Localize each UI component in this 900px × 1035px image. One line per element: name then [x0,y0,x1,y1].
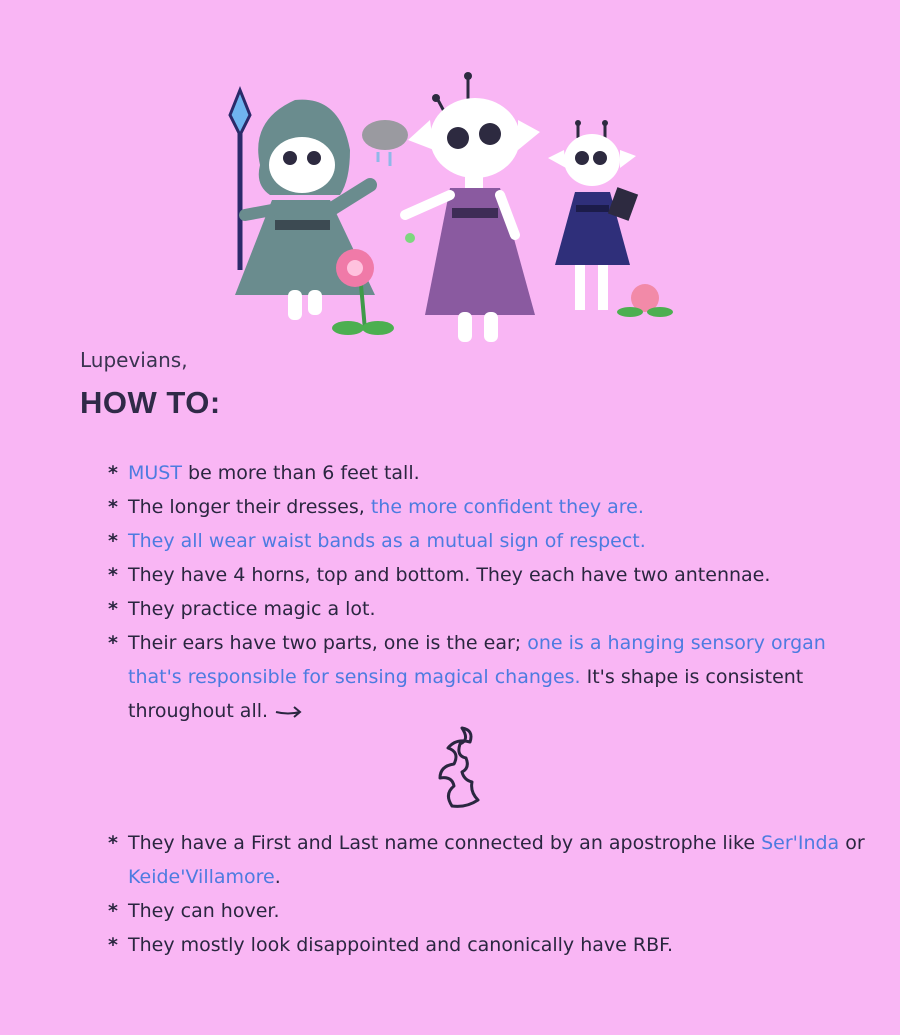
rule-highlight: one is a hanging sensory organ that's responsible for sensing magical changes. [128,632,826,688]
list-item [108,894,868,928]
asterisk-icon: * [108,598,118,620]
subtitle: Lupevians, [80,348,188,372]
list-item [108,626,868,728]
rule-text: Their ears have two parts, one is the ear; [128,632,528,654]
name-example: Keide'Villamore [128,866,275,888]
asterisk-icon: * [108,934,118,956]
rule-text: They can hover. [128,900,280,922]
list-item [108,928,868,962]
list-item [108,524,868,558]
ear-sensory-organ-shape-icon [426,724,486,814]
tall-purple-dress-character [405,72,540,342]
rule-text: The longer their dresses, [128,496,371,518]
rule-text: They have 4 horns, top and bottom. They each have two antennae. [128,564,771,586]
list-item [108,456,868,490]
asterisk-icon: * [108,530,118,552]
list-item [108,490,868,524]
rule-text: They have a First and Last name connected by an apostrophe like [128,832,762,854]
rule-text: or [839,832,865,854]
asterisk-icon: * [108,564,118,586]
arrow-right-icon [274,705,304,719]
asterisk-icon: * [108,496,118,518]
hooded-mage-character [230,90,408,320]
asterisk-icon: * [108,462,118,484]
rule-highlight: MUST [128,462,182,484]
rule-highlight: They all wear waist bands as a mutual sign of respect. [128,530,646,552]
navy-dress-character [548,120,638,310]
rule-text: . [274,866,281,888]
rule-text: They practice magic a lot. [128,598,376,620]
rules-list [108,456,868,962]
list-item [108,592,868,626]
name-example: Ser'Inda [761,832,840,854]
list-item [108,826,868,894]
peach-fruit [617,284,673,317]
rule-text: They mostly look disappointed and canonically have RBF. [128,934,674,956]
asterisk-icon: * [108,632,118,654]
lupevian-characters-illustration [200,60,700,350]
asterisk-icon: * [108,900,118,922]
rule-text-continued: It's shape is consistent throughout all. [128,666,804,722]
rule-text: be more than 6 feet tall. [181,462,420,484]
list-item [108,558,868,592]
rule-highlight: the more confident they are. [370,496,644,518]
asterisk-icon: * [108,832,118,854]
page-title: HOW TO: [80,385,221,420]
